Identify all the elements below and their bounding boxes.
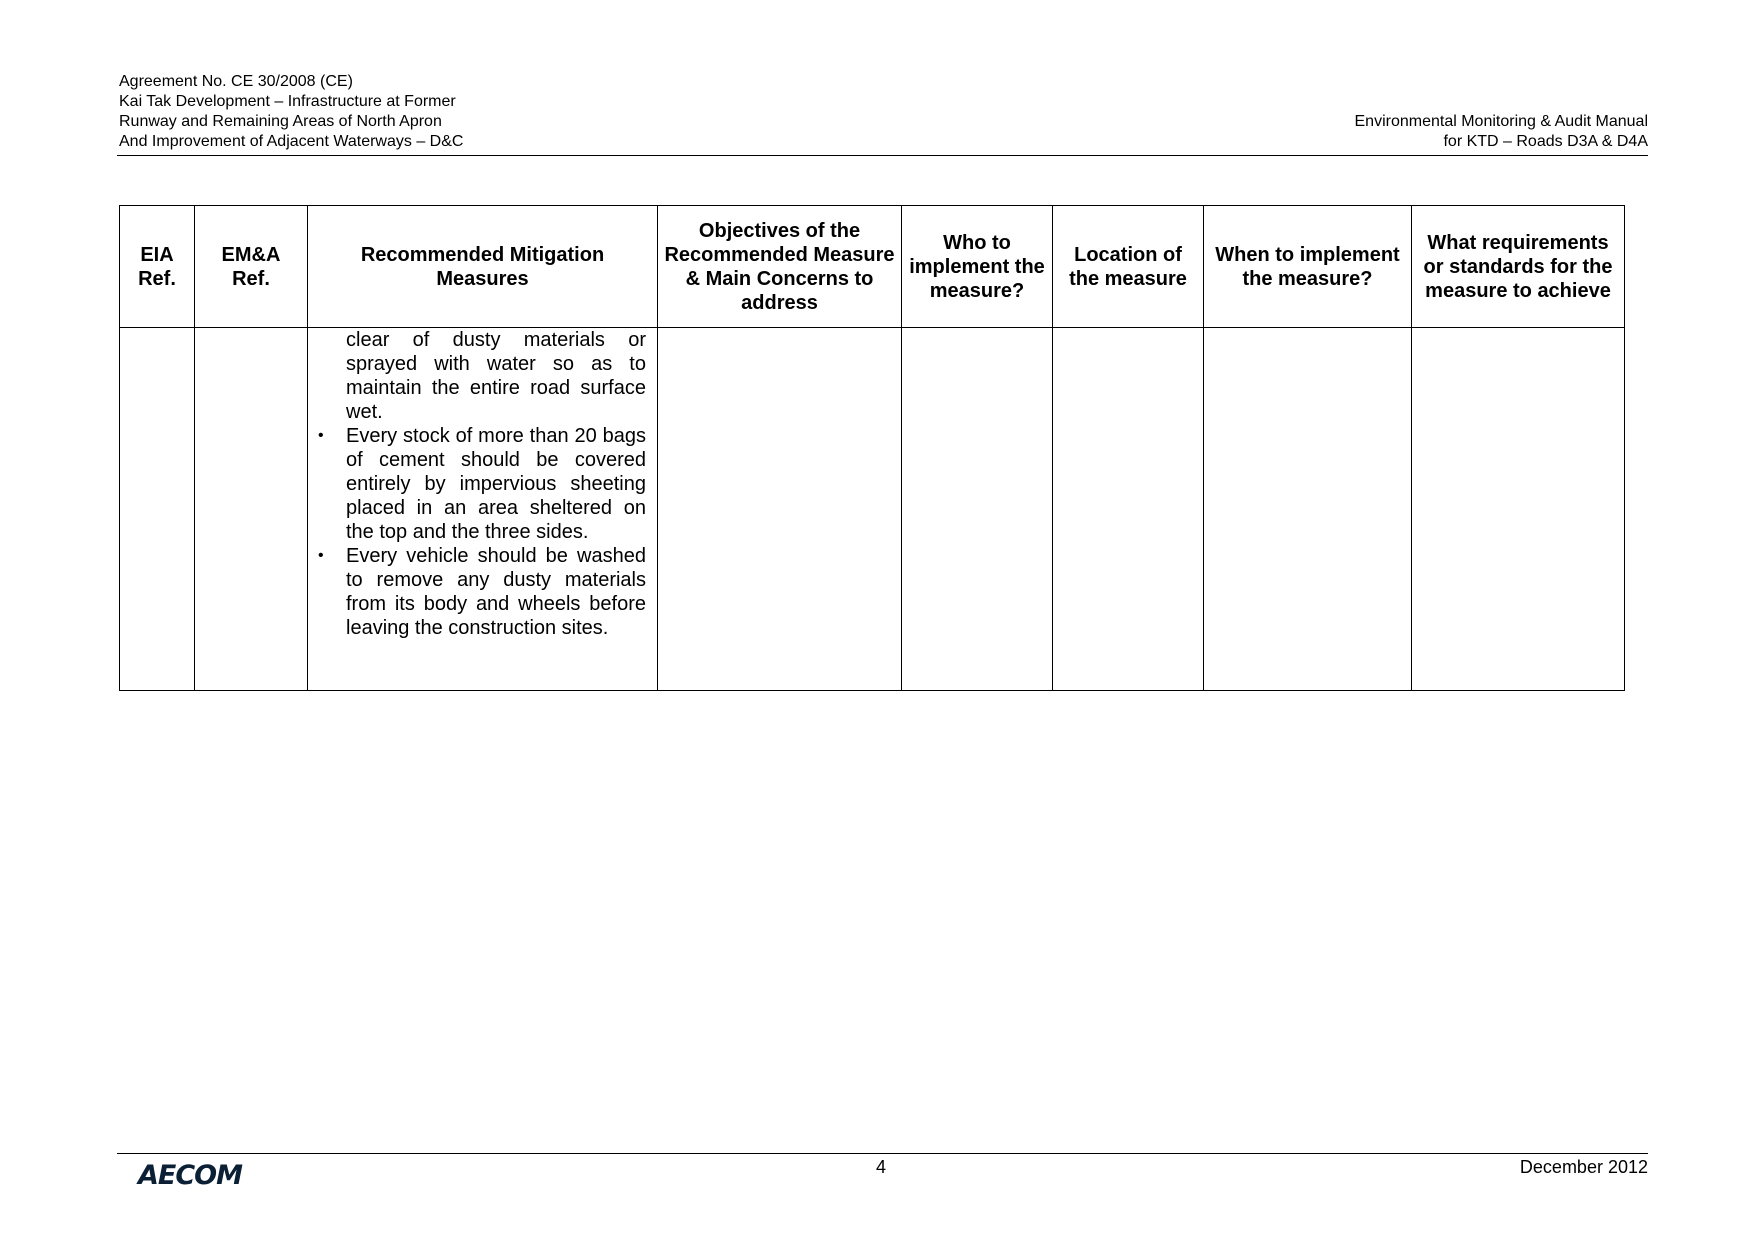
- column-header-objectives: Objectives of the Recommended Measure & Main Concerns to address: [658, 206, 902, 328]
- measures-list: [308, 328, 657, 640]
- column-header-ema-ref: EM&A Ref.: [195, 206, 308, 328]
- column-header-mitigation-measures: Recommended Mitigation Measures: [308, 206, 658, 328]
- column-header-requirements: What requirements or standards for the measure to achieve: [1412, 206, 1625, 328]
- column-header-when: When to implement the measure?: [1204, 206, 1412, 328]
- header-divider: [117, 155, 1648, 156]
- cell-who: [902, 328, 1053, 691]
- page-number: 4: [876, 1157, 887, 1177]
- footer-divider: [117, 1153, 1648, 1154]
- header-left-line: Agreement No. CE 30/2008 (CE): [119, 73, 353, 90]
- column-header-who: Who to implement the measure?: [902, 206, 1053, 328]
- aecom-logo: AECOM: [138, 1160, 242, 1191]
- header-right-line: for KTD – Roads D3A & D4A: [1443, 133, 1648, 150]
- measure-item: • Every vehicle should be washed to remove any dusty materials from its body and wheels before leaving the construction sites.: [346, 544, 646, 640]
- header-manual-title: [1355, 112, 1649, 152]
- table-header-row: [120, 206, 1625, 328]
- cell-requirements: [1412, 328, 1625, 691]
- column-header-eia-ref: EIA Ref.: [120, 206, 195, 328]
- cell-ema-ref: [195, 328, 308, 691]
- header-left-line: Runway and Remaining Areas of North Apron: [119, 113, 442, 130]
- header-left-line: Kai Tak Development – Infrastructure at Former: [119, 93, 456, 110]
- cell-when: [1204, 328, 1412, 691]
- measure-item: clear of dusty materials or sprayed with water so as to maintain the entire road surface wet.: [346, 329, 646, 423]
- header-left-line: And Improvement of Adjacent Waterways – D&C: [119, 133, 464, 150]
- cell-eia-ref: [120, 328, 195, 691]
- cell-mitigation-measures: [308, 328, 658, 691]
- cell-location: [1053, 328, 1204, 691]
- measure-item: • Every stock of more than 20 bags of cement should be covered entirely by impervious sheeting placed in an area sheltered on the top and the three sides.: [346, 424, 646, 544]
- table-row: [120, 328, 1625, 691]
- footer-date: December 2012: [1519, 1157, 1648, 1177]
- header-right-line: Environmental Monitoring & Audit Manual: [1354, 113, 1648, 130]
- header-agreement-block: [119, 72, 463, 152]
- column-header-location: Location of the measure: [1053, 206, 1204, 328]
- mitigation-measures-table: [119, 205, 1625, 691]
- cell-objectives: [658, 328, 902, 691]
